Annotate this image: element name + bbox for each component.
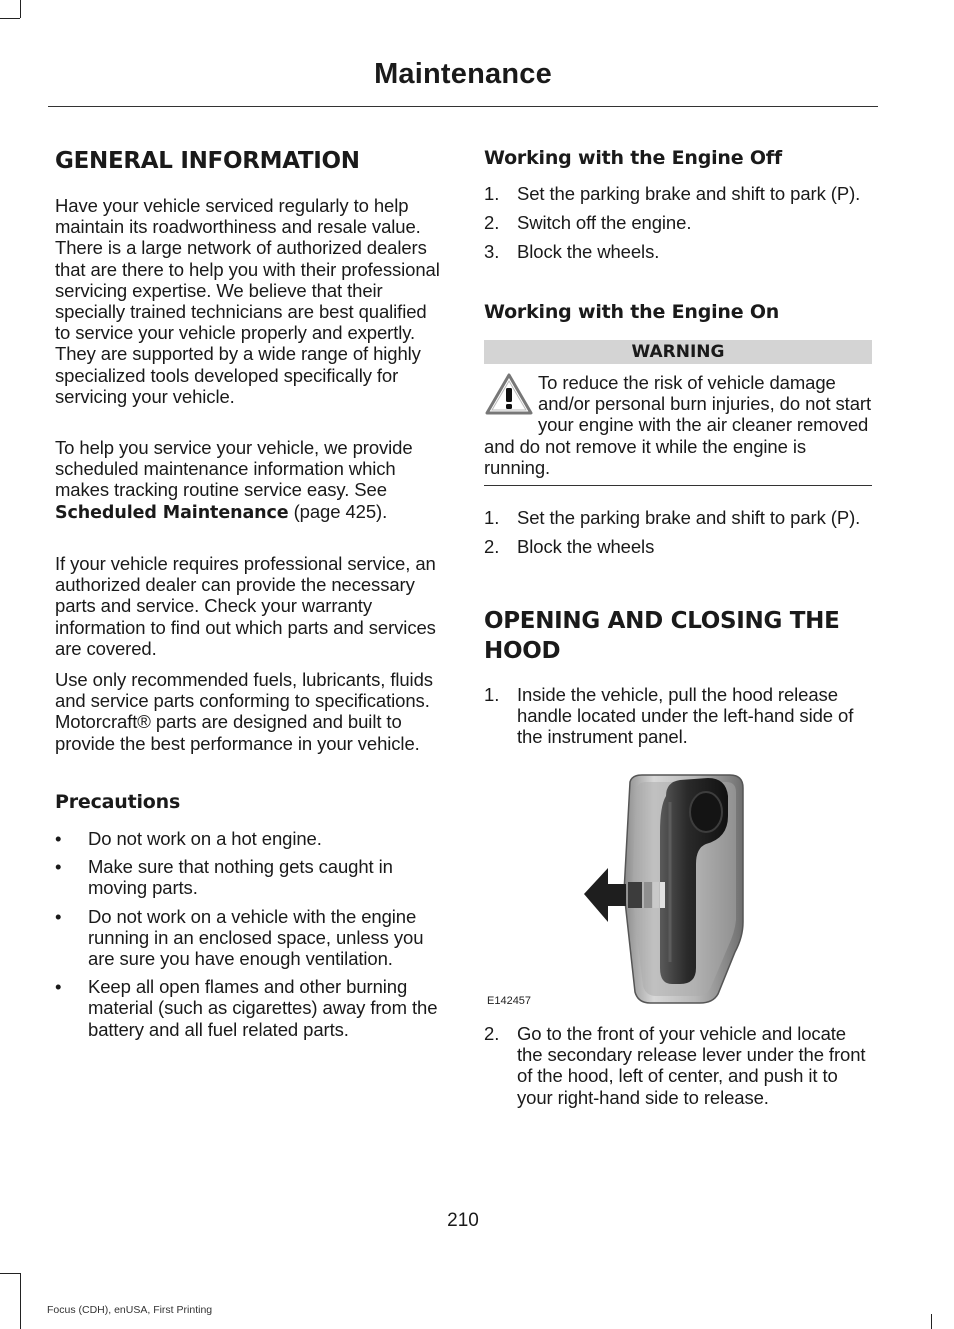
engine-off-steps: [484, 183, 874, 263]
list-item: [55, 828, 445, 849]
list-item: [484, 1023, 874, 1108]
warning-bottom-rule: [484, 485, 872, 486]
step-text: Go to the front of your vehicle and locate the secondary release lever under the front of the hood, left of center, and push it to your right-hand side to release.: [517, 1023, 866, 1108]
list-item: [484, 183, 874, 204]
warning-label: WARNING: [484, 340, 872, 364]
step-text: Set the parking brake and shift to park (P).: [517, 507, 861, 528]
engine-on-steps: [484, 507, 874, 557]
step-text: Switch off the engine.: [517, 212, 692, 234]
step-number: 2.: [484, 1023, 500, 1044]
crop-mark: [20, 0, 21, 18]
step-text: Block the wheels.: [517, 241, 660, 263]
list-item-text: Keep all open flames and other burning material (such as cigarettes) away from the battery and all fuel related parts.: [88, 976, 438, 1040]
step-number: 1.: [484, 684, 500, 705]
warning-box: [484, 340, 872, 486]
list-item: [55, 976, 445, 1040]
warning-text: To reduce the risk of vehicle damage and/or personal burn injuries, do not start your engine with the air cleaner removed and do not remove it while the engine is running.: [484, 372, 872, 478]
figure-label: E142457: [487, 995, 532, 1007]
general-info-paragraph-2: [55, 437, 445, 524]
list-item: [55, 856, 445, 898]
general-info-paragraph-4: Use only recommended fuels, lubricants, fluids and service parts conforming to specifications. Motorcraft® parts are designed and built to provide the best performance in your vehicle.: [55, 669, 433, 754]
list-item-text: Do not work on a hot engine.: [88, 828, 322, 849]
general-info-paragraph-1: Have your vehicle serviced regularly to help maintain its roadworthiness and resale value. There is a large network of authorized dealers that are there to help you with their professional servicing expertise. We believe that their specially trained technicians are best qualified to service your vehicle properly and expertly. They are supported by a wide range of highly specialized tools developed specifically for servicing your vehicle.: [55, 195, 440, 407]
list-item: [484, 212, 874, 233]
bullet: •: [55, 905, 62, 927]
engine-on-heading: Working with the Engine On: [484, 301, 780, 323]
page-number: 210: [447, 1210, 479, 1231]
header-divider: [48, 106, 878, 107]
step-number: 2.: [484, 536, 500, 558]
crop-mark: [0, 18, 20, 19]
section-heading-hood: OPENING AND CLOSING THE HOOD: [484, 608, 840, 664]
paragraph-text: To help you service your vehicle, we provide scheduled maintenance information which makes tracking routine service easy. See: [55, 437, 413, 501]
step-number: 3.: [484, 241, 500, 263]
crop-mark: [20, 1273, 21, 1329]
hood-step-1: [484, 684, 874, 748]
page-title: Maintenance: [374, 58, 552, 90]
list-item: [484, 507, 874, 528]
scheduled-maintenance-link[interactable]: Scheduled Maintenance: [55, 502, 289, 523]
precautions-heading: Precautions: [55, 791, 181, 813]
hood-step-2: [484, 1023, 874, 1108]
warning-body: [484, 372, 872, 478]
list-item-text: Do not work on a vehicle with the engine running in an enclosed space, unless you are sure you have enough ventilation.: [88, 905, 424, 970]
list-item: [484, 684, 874, 748]
step-number: 2.: [484, 212, 500, 234]
engine-off-heading: Working with the Engine Off: [484, 147, 782, 169]
step-number: 1.: [484, 183, 500, 204]
list-item: [484, 241, 874, 262]
hood-release-handle-illustration: [580, 772, 750, 1007]
step-text: Inside the vehicle, pull the hood release handle located under the left-hand side of the instrument panel.: [517, 684, 854, 748]
crop-mark: [0, 1273, 20, 1274]
precautions-list: [55, 828, 445, 1040]
bullet: •: [55, 828, 62, 849]
list-item-text: Make sure that nothing gets caught in moving parts.: [88, 856, 393, 899]
bullet: •: [55, 856, 62, 878]
page-reference: (page 425).: [288, 500, 388, 522]
list-item: [55, 906, 445, 970]
bullet: •: [55, 976, 62, 998]
section-heading-general-information: GENERAL INFORMATION: [55, 148, 360, 174]
step-number: 1.: [484, 507, 500, 528]
step-text: Set the parking brake and shift to park (P).: [517, 183, 861, 204]
general-info-paragraph-3: If your vehicle requires professional service, an authorized dealer can provide the necessary parts and service. Check your warranty information to find out which parts and services are covered.: [55, 553, 436, 659]
step-text: Block the wheels: [517, 536, 655, 558]
list-item: [484, 536, 874, 557]
crop-mark: [931, 1314, 932, 1329]
footer-text: Focus (CDH), enUSA, First Printing: [47, 1304, 213, 1316]
warning-triangle-icon: [484, 372, 534, 416]
